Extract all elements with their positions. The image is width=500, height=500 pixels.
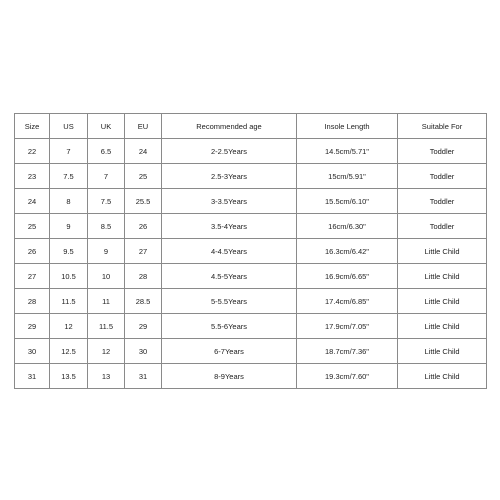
cell-eu: 25.5	[125, 189, 162, 214]
table-row	[15, 239, 487, 264]
cell-eu: 24	[125, 139, 162, 164]
cell-uk: 10	[88, 264, 125, 289]
cell-uk: 12	[88, 339, 125, 364]
header-suitable-for: Suitable For	[398, 114, 487, 139]
size-chart-table	[14, 113, 487, 389]
cell-eu: 26	[125, 214, 162, 239]
cell-us: 10.5	[50, 264, 88, 289]
cell-recommended-age: 5-5.5Years	[162, 289, 297, 314]
cell-uk: 11	[88, 289, 125, 314]
cell-uk: 7.5	[88, 189, 125, 214]
cell-size: 31	[15, 364, 50, 389]
header-eu: EU	[125, 114, 162, 139]
cell-us: 9	[50, 214, 88, 239]
cell-suitable-for: Little Child	[398, 239, 487, 264]
cell-insole-length: 16.9cm/6.65"	[297, 264, 398, 289]
cell-suitable-for: Little Child	[398, 339, 487, 364]
cell-suitable-for: Toddler	[398, 214, 487, 239]
cell-uk: 13	[88, 364, 125, 389]
cell-insole-length: 17.9cm/7.05"	[297, 314, 398, 339]
cell-insole-length: 15cm/5.91"	[297, 164, 398, 189]
cell-size: 28	[15, 289, 50, 314]
cell-suitable-for: Toddler	[398, 189, 487, 214]
cell-recommended-age: 3.5-4Years	[162, 214, 297, 239]
cell-suitable-for: Little Child	[398, 364, 487, 389]
cell-insole-length: 16cm/6.30"	[297, 214, 398, 239]
cell-insole-length: 17.4cm/6.85"	[297, 289, 398, 314]
cell-suitable-for: Little Child	[398, 264, 487, 289]
header-recommended-age: Recommended age	[162, 114, 297, 139]
cell-us: 7.5	[50, 164, 88, 189]
cell-recommended-age: 6-7Years	[162, 339, 297, 364]
cell-us: 12.5	[50, 339, 88, 364]
table-row	[15, 189, 487, 214]
cell-insole-length: 19.3cm/7.60"	[297, 364, 398, 389]
header-uk: UK	[88, 114, 125, 139]
table-row	[15, 339, 487, 364]
cell-recommended-age: 5.5-6Years	[162, 314, 297, 339]
cell-insole-length: 18.7cm/7.36"	[297, 339, 398, 364]
cell-eu: 30	[125, 339, 162, 364]
table-row	[15, 264, 487, 289]
cell-us: 9.5	[50, 239, 88, 264]
cell-size: 30	[15, 339, 50, 364]
cell-eu: 27	[125, 239, 162, 264]
cell-suitable-for: Little Child	[398, 314, 487, 339]
table-row	[15, 139, 487, 164]
cell-recommended-age: 3-3.5Years	[162, 189, 297, 214]
cell-recommended-age: 4.5-5Years	[162, 264, 297, 289]
cell-suitable-for: Little Child	[398, 289, 487, 314]
cell-eu: 29	[125, 314, 162, 339]
table-body	[15, 139, 487, 389]
cell-insole-length: 15.5cm/6.10"	[297, 189, 398, 214]
cell-size: 25	[15, 214, 50, 239]
cell-recommended-age: 4-4.5Years	[162, 239, 297, 264]
table-row	[15, 214, 487, 239]
cell-recommended-age: 2.5-3Years	[162, 164, 297, 189]
cell-suitable-for: Toddler	[398, 164, 487, 189]
cell-eu: 28.5	[125, 289, 162, 314]
cell-suitable-for: Toddler	[398, 139, 487, 164]
cell-us: 8	[50, 189, 88, 214]
cell-eu: 25	[125, 164, 162, 189]
cell-uk: 8.5	[88, 214, 125, 239]
cell-uk: 7	[88, 164, 125, 189]
header-row	[15, 114, 487, 139]
cell-us: 13.5	[50, 364, 88, 389]
cell-us: 11.5	[50, 289, 88, 314]
cell-uk: 11.5	[88, 314, 125, 339]
cell-eu: 28	[125, 264, 162, 289]
cell-size: 23	[15, 164, 50, 189]
cell-size: 26	[15, 239, 50, 264]
table-row	[15, 164, 487, 189]
header-size: Size	[15, 114, 50, 139]
table-row	[15, 314, 487, 339]
cell-size: 24	[15, 189, 50, 214]
cell-us: 7	[50, 139, 88, 164]
header-us: US	[50, 114, 88, 139]
table-row	[15, 289, 487, 314]
cell-uk: 6.5	[88, 139, 125, 164]
cell-size: 29	[15, 314, 50, 339]
cell-size: 22	[15, 139, 50, 164]
cell-eu: 31	[125, 364, 162, 389]
cell-us: 12	[50, 314, 88, 339]
cell-insole-length: 16.3cm/6.42"	[297, 239, 398, 264]
table-row	[15, 364, 487, 389]
header-insole-length: Insole Length	[297, 114, 398, 139]
cell-uk: 9	[88, 239, 125, 264]
cell-recommended-age: 8-9Years	[162, 364, 297, 389]
cell-size: 27	[15, 264, 50, 289]
cell-insole-length: 14.5cm/5.71"	[297, 139, 398, 164]
cell-recommended-age: 2-2.5Years	[162, 139, 297, 164]
